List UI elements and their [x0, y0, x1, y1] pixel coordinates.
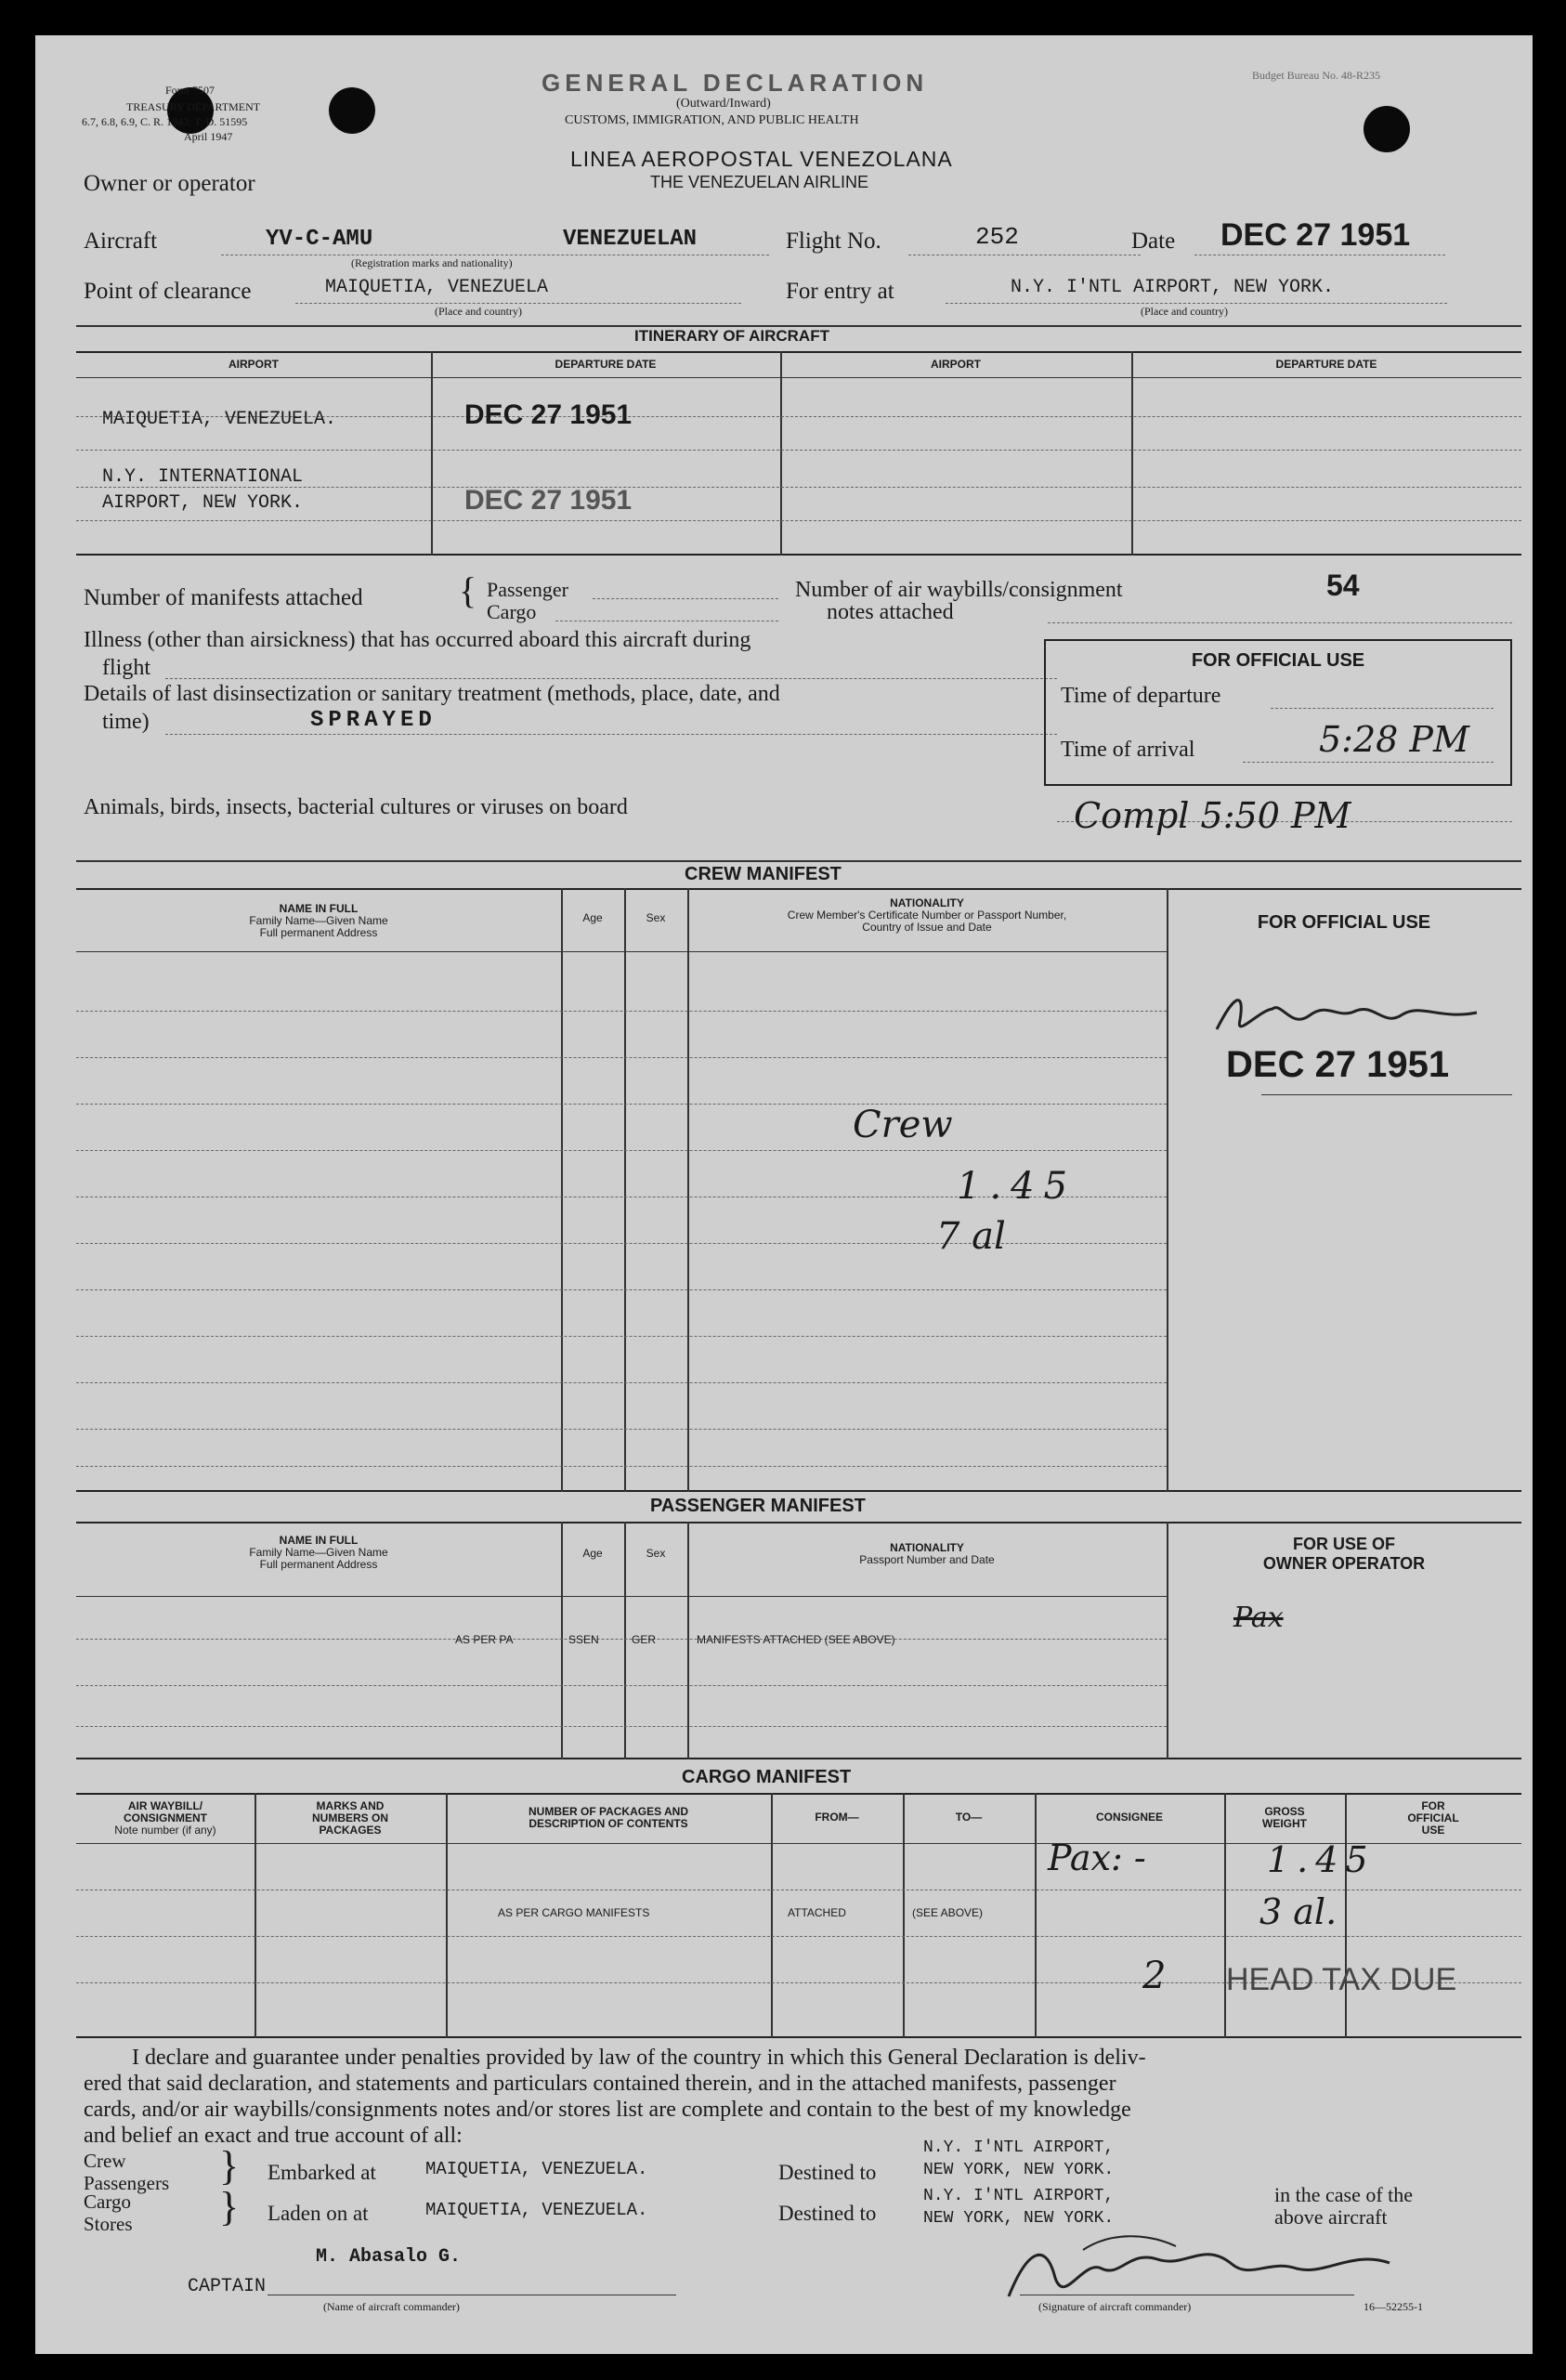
treasury-department: TREASURY DEPARTMENT — [126, 100, 261, 113]
head-tax-stamp: HEAD TAX DUE — [1226, 1962, 1457, 1997]
crew-manifest-title: CREW MANIFEST — [685, 864, 842, 884]
decl-passengers-label: Passengers — [84, 2172, 170, 2194]
time-departure-label: Time of departure — [1061, 684, 1221, 708]
official-signature — [1207, 983, 1505, 1048]
crew-col-nationality: NATIONALITY Crew Member's Certificate Number or Passport Number, Country of Issue and Date — [787, 896, 1067, 934]
decl-dest1-b: NEW YORK, NEW YORK. — [923, 2161, 1115, 2179]
form-subtitle: (Outward/Inward) — [676, 97, 771, 111]
waybills-label: Number of air waybills/consignment — [795, 578, 1123, 602]
captain-name: M. Abasalo G. — [316, 2246, 462, 2268]
decl-crew-label: Crew — [84, 2150, 126, 2172]
notes-attached-label: notes attached — [827, 600, 954, 624]
airline-name: LINEA AEROPOSTAL VENEZOLANA — [570, 147, 953, 171]
decl-cargo-label: Cargo — [84, 2190, 131, 2213]
itinerary-col-departure: DEPARTURE DATE — [555, 358, 657, 371]
owner-label: Owner or operator — [84, 171, 255, 196]
crew-count-handwritten: 1.45 — [957, 1165, 1077, 1208]
crew-date-stamp: DEC 27 1951 — [1226, 1044, 1450, 1085]
waybills-count: 54 — [1326, 569, 1360, 602]
disinsect-label-2: time) — [102, 710, 150, 734]
manifest-cargo-label: Cargo — [487, 600, 537, 623]
punch-hole — [329, 87, 375, 134]
cargo-manifest-title: CARGO MANIFEST — [682, 1767, 852, 1787]
entry-value: N.Y. I'NTL AIRPORT, NEW YORK. — [1011, 277, 1335, 298]
decl-destined-label-1: Destined to — [778, 2161, 877, 2184]
decl-dest2-a: N.Y. I'NTL AIRPORT, — [923, 2187, 1115, 2205]
disinsect-value: SPRAYED — [310, 708, 437, 733]
declaration-line-3: cards, and/or air waybills/consignments notes and/or stores list are complete and contain to the best of my knowledge — [84, 2098, 1131, 2122]
flight-label: Flight No. — [786, 229, 881, 254]
clearance-label: Point of clearance — [84, 279, 252, 304]
cargo-col-official: FOR OFFICIAL USE — [1407, 1799, 1459, 1837]
date-label: Date — [1131, 229, 1176, 254]
cargo-consignee-count: 2 — [1142, 1955, 1167, 1997]
aircraft-registration: YV-C-AMU — [266, 227, 373, 252]
declaration-form: Form 7507 TREASURY DEPARTMENT 6.7, 6.8, 6.9, C. R. 1943; T. D. 51595 April 1947 GENERAL DECLARATION (Outward/Inward) CUSTOMS, IMMIGRATION, AND PUBLIC HEALTH LINEA AEROPOSTAL VENEZOLANA THE VENEZUELAN AIRLINE Budget Bureau No. 48-R235 Owner or operator Aircraft YV-C-AMU VENEZUELAN (Registration marks and nationality) Flight No. 252 Date DEC 27 1951 Point of clearance MAIQUETIA, VENEZUELA (Place and country) For entry at N.Y. I'NTL AIRPORT, NEW YORK. (Place and country) ITINERARY OF AIRCRAFT AIRPORT DEPARTURE DATE AIRPORT DEPARTURE DATE MAIQUETIA, VENEZUELA. DEC 27 1951 N.Y. INTERNATIONAL AIRPORT, NEW YORK. DEC 27 1951 Number of manifests attached { Passenger Cargo Number of air waybills/consignment notes attached 54 Illness (other than airsickness) that has occurred aboard this aircraft during flight Details of last disinsectization or sanitary treatment (methods, place, date, and time) SPRAYED Animals, birds, insects, bacterial cultures or viruses on board FOR OFFICIAL USE Time of departure Time of arrival 5:28 PM Compl 5:50 PM CREW MANIFEST NAME IN FULL Family Name—Given Name Full permanent Address Age Sex NATIONALITY Crew Member's Certificate Number or Passport Number, Country of Issue and Date FOR OFFICIAL USE DEC 27 1951 Crew 1.45 7 al PASSENGER MANIFEST NAME IN FULL Family Name—Given Name Full permanent Address Age Sex NATIONALITY Passport Number and Date FOR USE OF OWNER OPERATOR Pax AS PER PA SSEN GER MANIFESTS ATTACHED (SEE ABOVE) CARGO MANIFEST AIR WAYBILL/ CONSIGNMENT Note number (if any) MARKS AND NUMBERS ON PACKAGES NUMBER OF PACKAGES AND DESCRIPTION OF CONTENTS FROM— TO— CONSIGNEE GROSS WEIGHT FOR OFFICIAL USE AS PER CARGO MANIFESTS ATTACHED (SEE ABOVE) Pax: - 1.45 3 al. 2 HEAD TAX DUE I declare and guarantee under penalties provided by law of the country in which this General Declaration is deliv- ered that said declaration, and statements and particulars contained therein, and in the attached manifests, passenger cards, and/or air waybills/consignments notes and/or stores list are complete and contain to the best of my knowledge and belief an exact and true account of all: Crew Passengers } Embarked at MAIQUETIA, VENEZUELA. Cargo Stores } Laden on at MAIQUETIA, VENEZUELA. Destined to Destined to N.Y. I'NTL AIRPORT, NEW YORK, NEW YORK. N.Y. I'NTL AIRPORT, NEW YORK, NEW YORK. in the case of the above aircraft M. Abasalo G. CAPTAIN (Name of aircraft commander) (Signature of aircraft commander) 16—52255-1 — [35, 35, 1533, 2354]
itinerary-col-airport: AIRPORT — [228, 358, 279, 371]
crew-col-sex: Sex — [646, 911, 666, 924]
passenger-col-owner: FOR USE OF OWNER OPERATOR — [1262, 1535, 1426, 1573]
cargo-weight-handwritten-2: 3 al. — [1259, 1891, 1338, 1932]
punch-hole — [1364, 106, 1410, 152]
revision-date: April 1947 — [184, 130, 233, 143]
illness-label-2: flight — [102, 656, 150, 680]
form-ref: Form 7507 — [165, 84, 215, 97]
decl-dest2-b: NEW YORK, NEW YORK. — [923, 2209, 1115, 2228]
animals-label: Animals, birds, insects, bacterial cultures or viruses on board — [84, 795, 628, 819]
cargo-see-above: (SEE ABOVE) — [912, 1906, 984, 1919]
passenger-as-per-4: MANIFESTS ATTACHED (SEE ABOVE) — [697, 1633, 895, 1646]
passenger-col-sex: Sex — [646, 1547, 666, 1560]
itinerary-row2-airport-1: N.Y. INTERNATIONAL — [102, 466, 304, 488]
decl-dest1-a: N.Y. I'NTL AIRPORT, — [923, 2138, 1115, 2157]
passenger-col-name: NAME IN FULL Family Name—Given Name Full permanent Address — [249, 1534, 388, 1571]
decl-laden-label: Laden on at — [268, 2202, 369, 2225]
itinerary-row1-airport: MAIQUETIA, VENEZUELA. — [102, 409, 337, 430]
cargo-col-from: FROM— — [815, 1811, 859, 1824]
disinsect-label-1: Details of last disinsectization or sanitary treatment (methods, place, date, and — [84, 682, 780, 706]
crew-col-age: Age — [582, 911, 603, 924]
declaration-line-1: I declare and guarantee under penalties provided by law of the country in which this General Declaration is deliv- — [132, 2046, 1146, 2070]
agencies: CUSTOMS, IMMIGRATION, AND PUBLIC HEALTH — [565, 113, 859, 127]
flight-number: 252 — [975, 223, 1019, 251]
decl-in-case-1: in the case of the — [1274, 2183, 1414, 2206]
cargo-consignee-handwritten: Pax: - — [1048, 1837, 1146, 1878]
passenger-as-per-1: AS PER PA — [455, 1633, 514, 1646]
cargo-attached: ATTACHED — [788, 1906, 846, 1919]
itinerary-col-airport-2: AIRPORT — [931, 358, 981, 371]
place-country-note: (Place and country) — [435, 305, 522, 318]
crew-col-official: FOR OFFICIAL USE — [1257, 912, 1431, 933]
itinerary-row2-airport-2: AIRPORT, NEW YORK. — [102, 492, 304, 514]
cargo-as-per: AS PER CARGO MANIFESTS — [498, 1906, 650, 1919]
decl-laden-value: MAIQUETIA, VENEZUELA. — [425, 2200, 648, 2220]
itinerary-row2-date: DEC 27 1951 — [464, 485, 633, 516]
crew-handwritten: Crew — [853, 1104, 953, 1146]
passenger-owner-struck: Pax — [1233, 1602, 1284, 1634]
passenger-as-per-3: GER — [632, 1633, 657, 1646]
cargo-col-to: TO— — [955, 1811, 983, 1824]
aircraft-label: Aircraft — [84, 229, 158, 254]
cargo-col-gross: GROSS WEIGHT — [1262, 1805, 1307, 1830]
captain-label: CAPTAIN — [188, 2276, 267, 2297]
decl-stores-label: Stores — [84, 2213, 133, 2235]
passenger-col-age: Age — [582, 1547, 603, 1560]
airline-name-en: THE VENEZUELAN AIRLINE — [650, 173, 869, 191]
place-country-note-2: (Place and country) — [1141, 305, 1228, 318]
decl-destined-label-2: Destined to — [778, 2202, 877, 2225]
crew-col-name: NAME IN FULL Family Name—Given Name Full permanent Address — [249, 902, 388, 939]
arrival-time-handwritten: 5:28 PM — [1319, 719, 1469, 760]
cargo-col-packages: NUMBER OF PACKAGES AND DESCRIPTION OF CONTENTS — [528, 1805, 688, 1830]
date-stamp: DEC 27 1951 — [1220, 217, 1411, 253]
aircraft-nationality: VENEZUELAN — [563, 227, 698, 252]
time-arrival-label: Time of arrival — [1061, 738, 1195, 762]
manifest-passenger-label: Passenger — [487, 578, 568, 601]
entry-label: For entry at — [786, 279, 894, 304]
declaration-line-4: and belief an exact and true account of all: — [84, 2124, 463, 2148]
decl-embarked-label: Embarked at — [268, 2161, 376, 2184]
manifests-number-label: Number of manifests attached — [84, 585, 363, 610]
registration-note: (Registration marks and nationality) — [351, 256, 513, 269]
decl-in-case-2: above aircraft — [1274, 2205, 1388, 2229]
captain-name-note: (Name of aircraft commander) — [323, 2300, 460, 2313]
crew-total-handwritten: 7 al — [936, 1215, 1006, 1258]
declaration-line-2: ered that said declaration, and statements and particulars contained therein, and in the attached manifests, passenger — [84, 2072, 1116, 2096]
captain-signature-note: (Signature of aircraft commander) — [1038, 2300, 1192, 2313]
clearance-value: MAIQUETIA, VENEZUELA — [325, 277, 549, 298]
cargo-weight-handwritten: 1.45 — [1267, 1839, 1376, 1880]
budget-bureau: Budget Bureau No. 48-R235 — [1252, 69, 1380, 82]
itinerary-title: ITINERARY OF AIRCRAFT — [634, 327, 829, 345]
illness-label-1: Illness (other than airsickness) that has occurred aboard this aircraft during — [84, 628, 751, 652]
itinerary-row1-date: DEC 27 1951 — [464, 399, 633, 430]
regulations: 6.7, 6.8, 6.9, C. R. 1943; T. D. 51595 — [82, 115, 248, 128]
form-title: GENERAL DECLARATION — [542, 69, 929, 97]
completion-handwritten: Compl 5:50 PM — [1074, 795, 1351, 836]
decl-embarked-value: MAIQUETIA, VENEZUELA. — [425, 2159, 648, 2179]
passenger-col-nationality: NATIONALITY Passport Number and Date — [859, 1541, 995, 1566]
cargo-col-marks: MARKS AND NUMBERS ON PACKAGES — [311, 1799, 388, 1837]
passenger-as-per-2: SSEN — [568, 1633, 599, 1646]
passenger-manifest-title: PASSENGER MANIFEST — [650, 1496, 866, 1516]
form-code: 16—52255-1 — [1364, 2300, 1423, 2313]
cargo-col-consignee: CONSIGNEE — [1095, 1811, 1163, 1824]
official-use-title: FOR OFFICIAL USE — [1191, 650, 1365, 671]
cargo-col-waybill: AIR WAYBILL/ CONSIGNMENT Note number (if any) — [114, 1799, 216, 1837]
itinerary-col-departure-2: DEPARTURE DATE — [1275, 358, 1377, 371]
